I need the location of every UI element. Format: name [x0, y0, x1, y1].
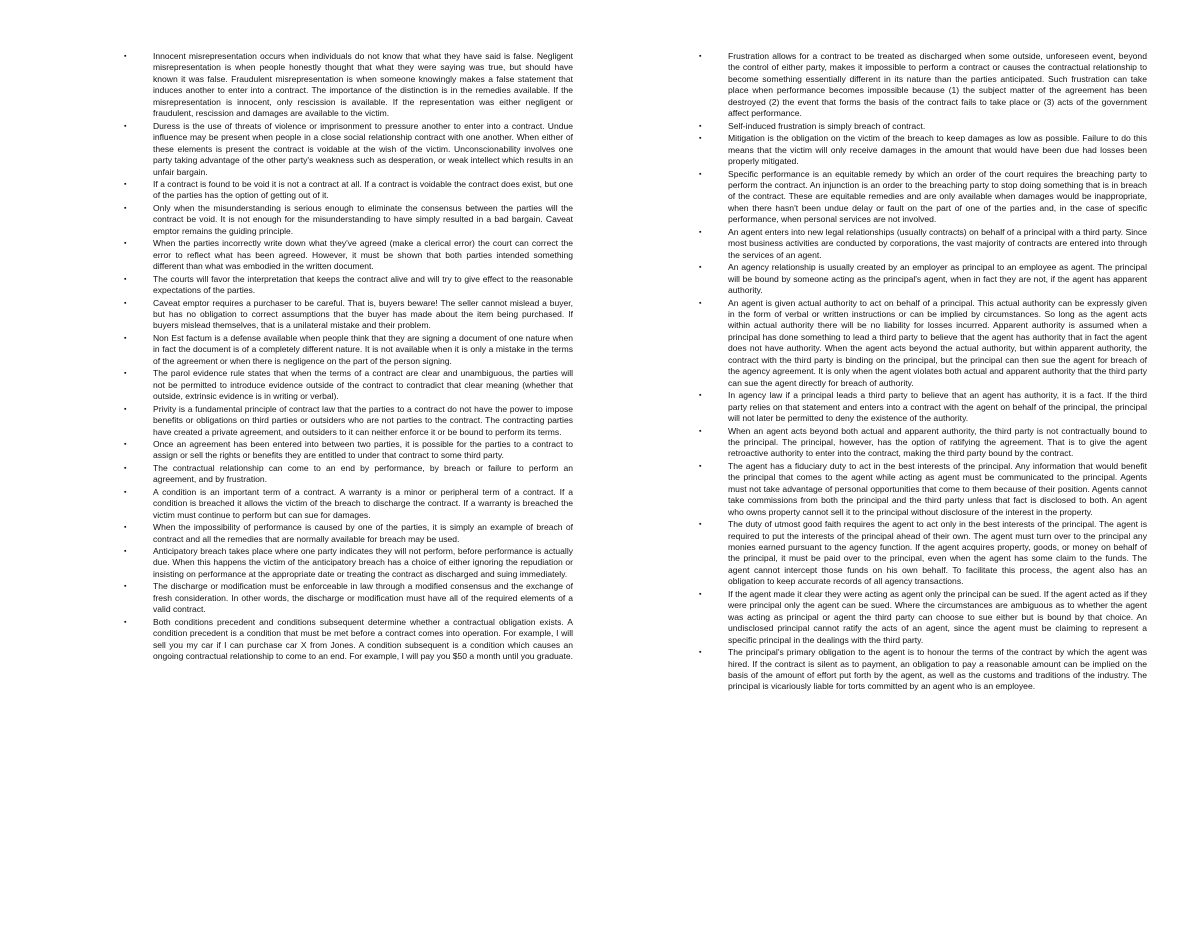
square-bullet-icon: ▪ [124, 548, 127, 556]
list-item [121, 368, 573, 402]
square-bullet-icon: ▪ [124, 240, 127, 248]
list-item-text: Only when the misunderstanding is serious enough to eliminate the consensus between the parties will the contract be void. It is not enough for the misunderstanding to have simply resulted in a bad bargain. Caveat emptor remains the guiding principle. [153, 202, 573, 236]
list-item-text: Frustration allows for a contract to be treated as discharged when some outside, unforeseen event, beyond the control of either party, makes it impossible to perform a contract or causes the contractual relationship to become something essentially different in its nature than the parties anticipated. Such frustration can take place when performance becomes impossible because (1) the subject matter of the agreement has been destroyed (2) the event that forms the basis of the contract fails to take place or (3) acts of the government affect performance. [728, 51, 1147, 119]
list-item [696, 169, 1147, 226]
list-item-text: The contractual relationship can come to an end by performance, by breach or failure to perform an agreement, and by frustration. [153, 462, 573, 485]
list-item-text: Self-induced frustration is simply breach of contract. [728, 120, 926, 131]
square-bullet-icon: ▪ [699, 264, 702, 272]
list-item-text: A condition is an important term of a contract. A warranty is a minor or peripheral term of a contract. If a condition is breached it allows the victim of the breach to discharge the contract. If a warranty is breached the victim must continue to perform but can sue for damages. [153, 486, 573, 520]
list-item [121, 439, 573, 462]
list-item-text: An agency relationship is usually created by an employer as principal to an employee as agent. The principal will be bound by someone acting as the principal's agent, when in fact they are not, if the agent has apparent authority. [728, 262, 1147, 296]
square-bullet-icon: ▪ [124, 334, 127, 342]
square-bullet-icon: ▪ [699, 299, 702, 307]
list-item [121, 487, 573, 521]
list-item [121, 581, 573, 615]
list-item [696, 426, 1147, 460]
list-item-text: An agent enters into new legal relationships (usually contracts) on behalf of a principal with a third party. Since most business activities are conducted by corporations, the vast majority of contracts are entered into through the services of an agent. [728, 226, 1147, 260]
square-bullet-icon: ▪ [124, 488, 127, 496]
left-column [121, 51, 573, 664]
list-item-text: Both conditions precedent and conditions subsequent determine whether a contractual obligation exists. A condition precedent is a condition that must be met before a contract comes into operation. For example, I will sell you my car if I can purchase car X from Jones. A condition subsequent is a condition which causes an ongoing contractual relationship to come to an end. For example, I will pay you $50 a month until you graduate. [153, 616, 573, 662]
list-item [121, 203, 573, 237]
list-item-text: Privity is a fundamental principle of contract law that the parties to a contract do not have the power to impose benefits or obligations on third parties or outsiders who are not parties to the contract. The contracting parties have created a private agreement, and outsiders to it can neither enforce it or be bound to perform its terms. [153, 403, 573, 437]
square-bullet-icon: ▪ [124, 180, 127, 188]
list-item [121, 463, 573, 486]
square-bullet-icon: ▪ [124, 464, 127, 472]
list-item-text: If the agent made it clear they were acting as agent only the principal can be sued. If the agent acted as if they were principal only the agent can be sued. Where the circumstances are ambiguous as to whether the agent was acting as principal or agent the third party can choose to sue either but is bound by that choice. An undisclosed principal cannot ratify the acts of an agent, since the agent must be claiming to represent a specific principal in the dealings with the third party. [728, 588, 1147, 645]
square-bullet-icon: ▪ [699, 427, 702, 435]
list-item-text: If a contract is found to be void it is not a contract at all. If a contract is voidable the contract does exist, but one of the parties has the option of getting out of it. [153, 178, 573, 201]
square-bullet-icon: ▪ [699, 590, 702, 598]
list-item [696, 121, 1147, 132]
list-item-text: The parol evidence rule states that when the terms of a contract are clear and unambiguous, the parties will not be permitted to introduce evidence outside of the contract to contradict that clear meaning (whether that outside, extrinsic evidence is in writing or verbal). [153, 368, 573, 402]
list-item [121, 274, 573, 297]
square-bullet-icon: ▪ [699, 521, 702, 529]
right-column [696, 51, 1147, 694]
square-bullet-icon: ▪ [699, 135, 702, 143]
list-item-text: When the impossibility of performance is caused by one of the parties, it is simply an example of breach of contract and all the remedies that are normally available for breach may be used. [153, 522, 573, 544]
list-item [121, 238, 573, 272]
square-bullet-icon: ▪ [124, 299, 127, 307]
square-bullet-icon: ▪ [699, 462, 702, 470]
list-item-text: Non Est factum is a defense available when people think that they are signing a document of one nature when in fact the document is of a completely different nature. It is not available when it is only a mistake in the terms of the agreement or when there is negligence on the part of the person signing. [153, 332, 573, 366]
square-bullet-icon: ▪ [699, 170, 702, 178]
square-bullet-icon: ▪ [124, 370, 127, 378]
list-item-text: Once an agreement has been entered into between two parties, it is possible for the parties to a contract to assign or sell the rights or benefits they are entitled to under that contract to some third party. [153, 438, 573, 461]
square-bullet-icon: ▪ [124, 204, 127, 212]
list-item-text: An agent is given actual authority to act on behalf of a principal. This actual authority can be expressly given in the form of verbal or written instructions or can be implied by circumstances. So long as the agent acts within actual authority there will be no liability for losses incurred. Apparent authority is assumed when a principal has done something to lead a third party to believe that the agent has authority that in fact the agent does not have authority. When the agent acts beyond the actual authority, but within apparent authority, the contract with the third party is binding on the principal, but the principal can then sue the agent for breach of the agency agreement. It is only when the agent violates both actual and apparent authority that the third party can sue the agent directly for breach of authority. [728, 297, 1147, 388]
list-item-text: The discharge or modification must be enforceable in law through a modified consensus and the exchange of fresh consideration. In other words, the discharge or modification must have all of the required elements of a valid contract. [153, 581, 573, 615]
list-item [696, 298, 1147, 390]
list-item-text: The principal's primary obligation to the agent is to honour the terms of the contract by which the agent was hired. If the contract is silent as to payment, an obligation to pay a reasonable amount can be implied on the basis of the amount of effort put forth by the agent, as well as the customs and traditions of the industry. The principal is vicariously liable for torts committed by an agent who is an employee. [728, 647, 1147, 692]
list-item [696, 647, 1147, 693]
list-item-text: Duress is the use of threats of violence or imprisonment to pressure another to enter into a contract. Undue influence may be present when people in a close social relationship contract with one another. When either of these elements is present the contract is voidable at the wish of the victim. Unconscionability involves one party taking advantage of the other party's weakness such as desperation, or weak intellect which results in an unfair bargain. [153, 120, 573, 177]
list-item [696, 51, 1147, 120]
list-item-text: When an agent acts beyond both actual and apparent authority, the third party is not contractually bound to the principal. The principal, however, has the option of ratifying the agreement. That is to give the agent retroactive authority to enter into the contract, making the third party bound by the contract. [728, 425, 1147, 459]
list-item [696, 519, 1147, 588]
list-item [121, 51, 573, 120]
list-item-text: The courts will favor the interpretation that keeps the contract alive and will try to give effect to the reasonable expectations of the parties. [153, 273, 573, 296]
list-item-text: When the parties incorrectly write down what they've agreed (make a clerical error) the court can correct the error to reflect what has been agreed. However, it must be shown that both parties intended something different than what was embodied in the written document. [153, 238, 573, 272]
list-item [696, 133, 1147, 167]
square-bullet-icon: ▪ [124, 524, 127, 532]
list-item-text: Innocent misrepresentation occurs when individuals do not know that what they have said is false. Negligent misrepresentation is when people honestly thought that what they were saying was true, but should have known it was false. Fraudulent misrepresentation is when someone knowingly makes a false statement that induces another to enter into a contract. The importance of the distinction is in the remedies available. If the misrepresentation is innocent, only rescission is available. If the representation was either negligent or fraudulent, rescission and damages are available to the victim. [153, 51, 573, 119]
list-item [121, 121, 573, 178]
list-item-text: Anticipatory breach takes place where one party indicates they will not perform, before performance is actually due. When this happens the victim of the anticipatory breach has a choice of either ignoring the repudiation or insisting on performance at the appropriate date or treating the contract as discharged and suing immediately. [153, 546, 573, 579]
list-item [121, 179, 573, 202]
square-bullet-icon: ▪ [124, 275, 127, 283]
square-bullet-icon: ▪ [699, 228, 702, 236]
list-item-text: The duty of utmost good faith requires the agent to act only in the best interests of the principal. The agent is required to put the interests of the principal ahead of their own. The agent must turn over to the principal any monies earned pursuant to the agency function. If the agent acquires property, goods, or money on behalf of the principal, it must be paid over to the principal, even when the agent has some claim to the funds. The agent cannot intercept those funds on his own behalf. To facilitate this process, the agent also has an obligation to keep accurate records of all agency transactions. [728, 519, 1147, 587]
list-item [696, 262, 1147, 296]
list-item [121, 546, 573, 580]
list-item [696, 589, 1147, 646]
list-item [696, 461, 1147, 518]
square-bullet-icon: ▪ [124, 618, 127, 626]
list-item [121, 617, 573, 663]
square-bullet-icon: ▪ [124, 440, 127, 448]
square-bullet-icon: ▪ [124, 122, 127, 130]
square-bullet-icon: ▪ [124, 583, 127, 591]
list-item-text: Specific performance is an equitable remedy by which an order of the court requires the breaching party to perform the contract. An injunction is an order to the breaching party to stop doing something that is in breach of the contract. These are equitable remedies and are only available when damages would be inappropriate, when there hasn't been undue delay or fault on the part of one of the parties and, in the case of specific performance, when personal services are not involved. [728, 168, 1147, 225]
square-bullet-icon: ▪ [124, 405, 127, 413]
list-item-text: Mitigation is the obligation on the victim of the breach to keep damages as low as possible. Failure to do this means that the victim will only receive damages in the amount that would have been due had losses been properly mitigated. [728, 133, 1147, 167]
square-bullet-icon: ▪ [699, 122, 702, 130]
list-item [696, 227, 1147, 261]
square-bullet-icon: ▪ [699, 53, 702, 60]
list-item [121, 333, 573, 367]
list-item [696, 390, 1147, 424]
list-item-text: Caveat emptor requires a purchaser to be careful. That is, buyers beware! The seller cannot mislead a buyer, but has no obligation to correct assumptions that the buyer has made about the item being purchased. If buyers mislead themselves, that is a unilateral mistake and their problem. [153, 297, 573, 331]
square-bullet-icon: ▪ [699, 392, 702, 400]
list-item [121, 522, 573, 545]
list-item-text: The agent has a fiduciary duty to act in the best interests of the principal. Any information that would benefit the principal that comes to the agent while acting as agent must be communicated to the principal. Agents must not take advantage of personal opportunities that come to them because of their position. Agents cannot take commissions from both the principal and the third party unless that fact is disclosed to both. An agent who owns property cannot sell it to the principal without disclosure of the interest in the property. [728, 460, 1147, 517]
square-bullet-icon: ▪ [124, 53, 127, 60]
list-item [121, 404, 573, 438]
square-bullet-icon: ▪ [699, 649, 702, 657]
list-item [121, 298, 573, 332]
list-item-text: In agency law if a principal leads a third party to believe that an agent has authority, it is a fact. If the third party relies on that statement and enters into a contract with the agent on behalf of the principal, the principal will not later be permitted to deny the existence of the authority. [728, 390, 1147, 424]
